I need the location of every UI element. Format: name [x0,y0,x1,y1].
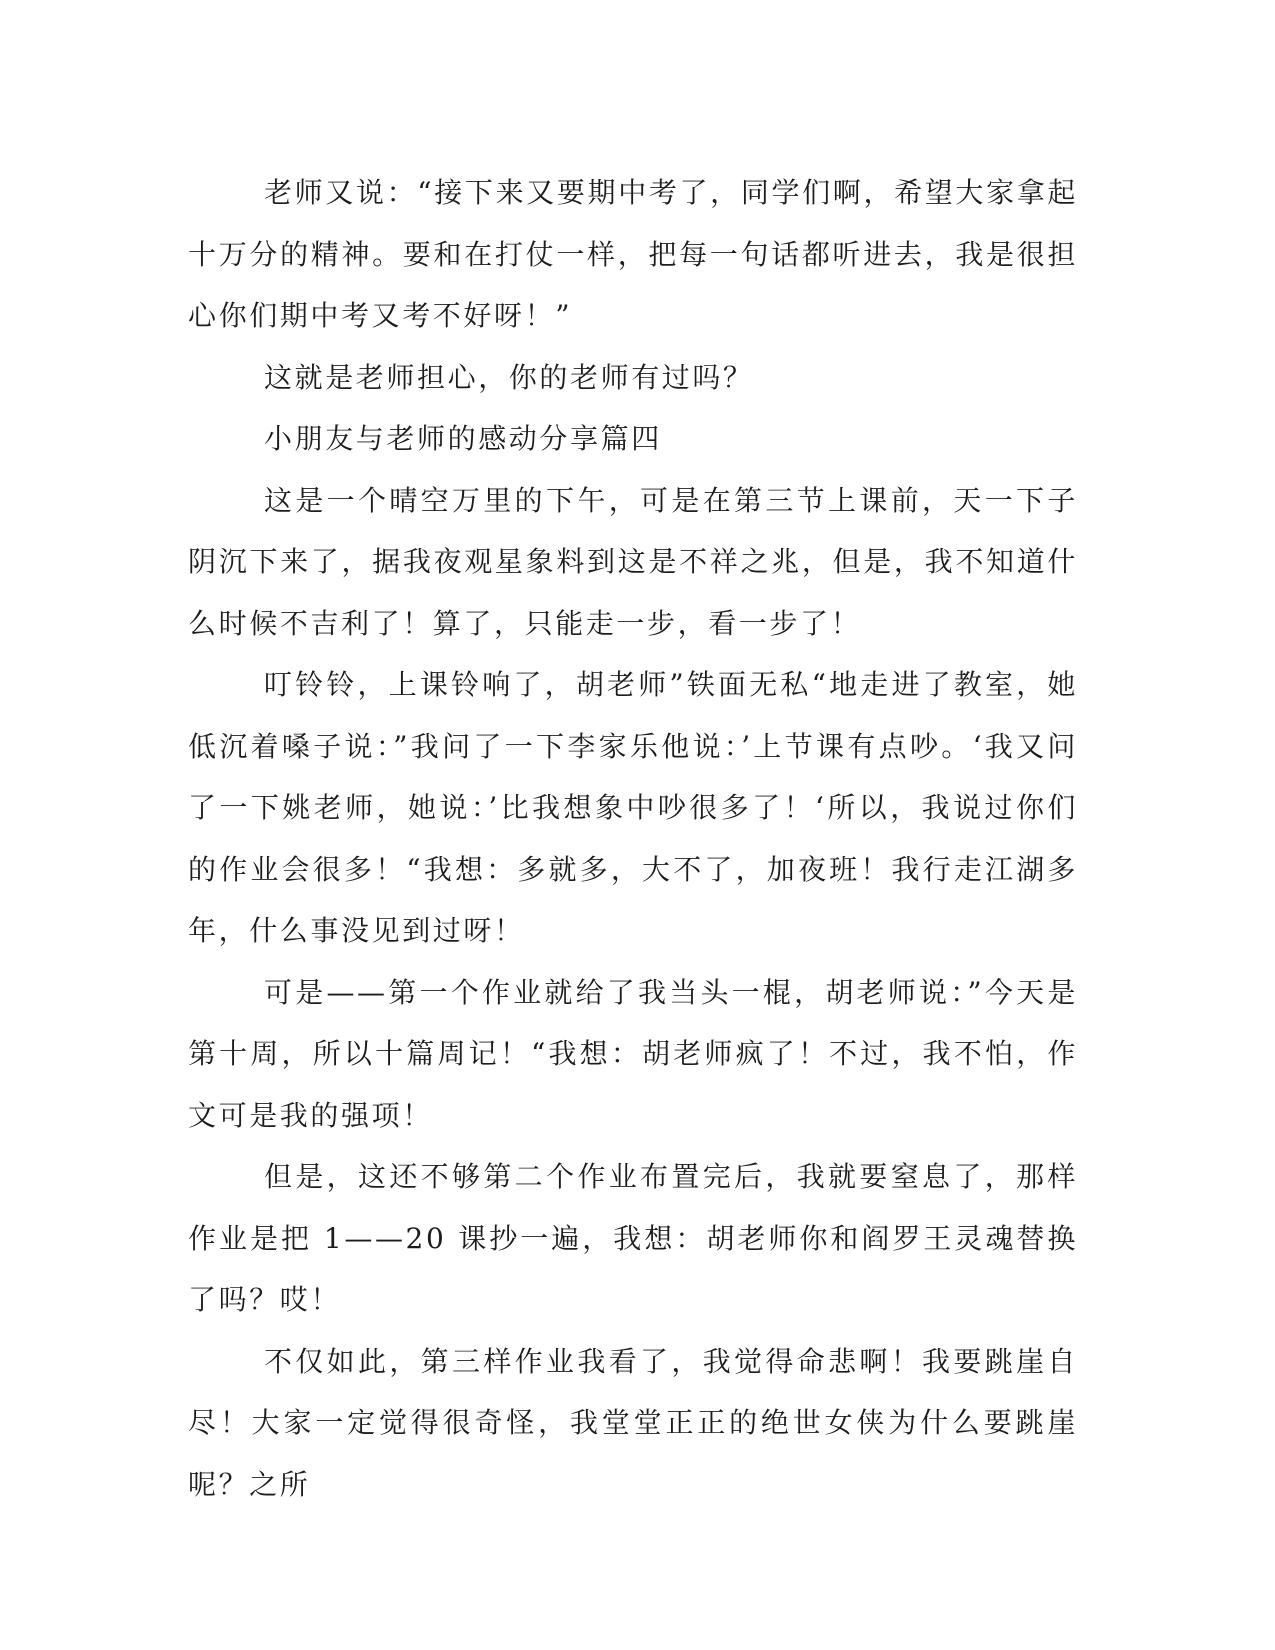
section-heading: 小朋友与老师的感动分享篇四 [264,422,662,455]
paragraph-afternoon: 这是一个晴空万里的下午，可是在第三节上课前，天一下子阴沉下来了，据我夜观星象料到这是不祥之兆，但是，我不知道什么时候不吉利了！算了，只能走一步，看一步了！ [188,483,1078,640]
paragraph-third-homework: 不仅如此，第三样作业我看了，我觉得命悲啊！我要跳崖自尽！大家一定觉得很奇怪，我堂堂正正的绝世女侠为什么要跳崖呢？之所 [188,1344,1078,1501]
body-text [188,162,1078,1515]
paragraph-second-homework: 但是，这还不够第二个作业布置完后，我就要窒息了，那样作业是把 1——20 课抄一遍，我想：胡老师你和阎罗王灵魂替换了吗？哎！ [188,1160,1078,1316]
paragraph-teacher-quote: 老师又说：“接下来又要期中考了，同学们啊，希望大家拿起十万分的精神。要和在打仗一样，把每一句话都听进去，我是很担心你们期中考又考不好呀！” [188,176,1078,332]
paragraph-bell: 叮铃铃，上课铃响了，胡老师”铁面无私“地走进了教室，她低沉着嗓子说：”我问了一下李家乐他说：’上节课有点吵。‘我又问了一下姚老师，她说：’比我想象中吵很多了！‘所以，我说过你们的作业会很多！“我想：多就多，大不了，加夜班！我行走江湖多年，什么事没见到过呀！ [188,668,1078,947]
paragraph-question: 这就是老师担心，你的老师有过吗？ [264,360,754,394]
paragraph-first-homework: 可是——第一个作业就给了我当头一棍，胡老师说：”今天是第十周，所以十篇周记！“我想：胡老师疯了！不过，我不怕，作文可是我的强项！ [188,975,1078,1132]
